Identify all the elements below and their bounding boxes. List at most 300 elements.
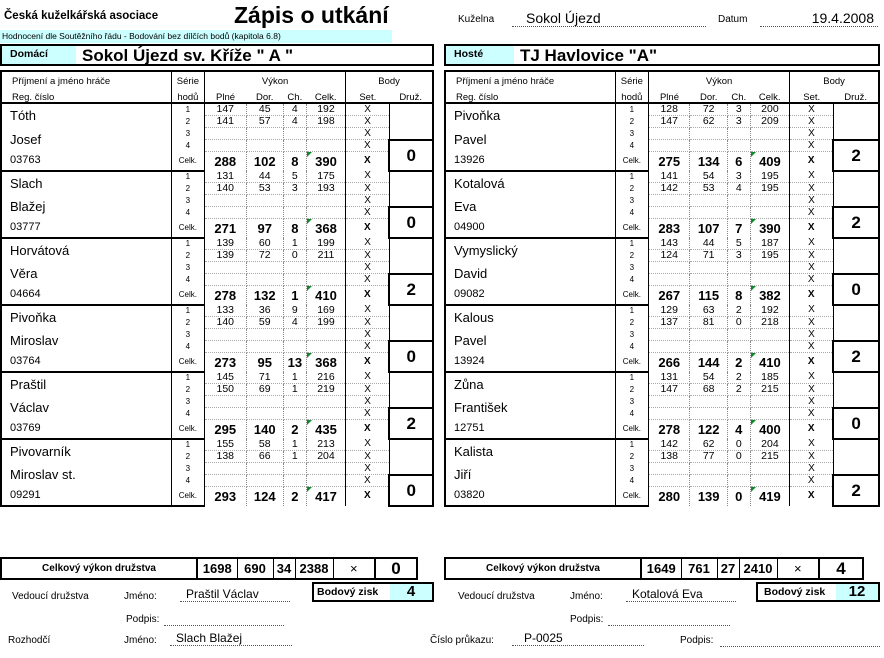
series-value [283, 262, 306, 274]
series-value [727, 341, 750, 353]
player-reg-number: 03769 [1, 420, 171, 439]
points-spacer [833, 238, 879, 250]
player-points: 2 [833, 207, 879, 238]
series-value: 124 [648, 250, 690, 262]
guest-leader-name: Kotalová Eva [626, 587, 736, 602]
set-mark: X [790, 238, 834, 250]
series-value: 193 [306, 183, 345, 195]
player-points: 0 [389, 341, 433, 372]
home-points-box [312, 582, 434, 602]
performance-header: Výkon [648, 71, 789, 86]
player-total-value: 419 [750, 487, 789, 506]
player-reg-number: 13924 [445, 353, 615, 372]
date-label: Datum [718, 14, 748, 25]
set-mark: X [790, 305, 834, 317]
series-value: 142 [648, 183, 690, 195]
player-name-header: Příjmení a jméno hráče [1, 71, 171, 86]
set-mark: X [346, 140, 390, 152]
series-value: 138 [205, 451, 247, 463]
series-value: 209 [750, 116, 789, 128]
celk-header: Celk. [750, 86, 789, 103]
home-team-total-table [0, 557, 418, 580]
player-total-value: 107 [690, 219, 727, 238]
set-mark: X [346, 128, 390, 140]
player-points: 2 [833, 140, 879, 171]
series-value: 219 [306, 384, 345, 396]
set-mark: X [363, 490, 371, 502]
series-value: 9 [283, 305, 306, 317]
points-spacer [389, 305, 433, 317]
player-points: 2 [833, 341, 879, 372]
player-first-name: Věra [1, 262, 171, 286]
home-team-bar [0, 44, 434, 66]
series-value [690, 341, 727, 353]
set-mark: X [807, 356, 815, 368]
points-spacer [389, 317, 433, 329]
set-mark: X [346, 451, 390, 463]
performance-header: Výkon [205, 71, 346, 86]
series-number: 4 [171, 207, 204, 219]
series-value [306, 396, 345, 408]
set-mark: X [346, 116, 390, 128]
player-surname: Pivoňka [445, 103, 615, 128]
series-value [727, 475, 750, 487]
set-mark: X [346, 274, 390, 286]
series-value: 59 [246, 317, 283, 329]
points-spacer [389, 329, 433, 341]
series-number: 1 [171, 439, 204, 451]
player-surname: Kalista [445, 439, 615, 463]
points-spacer [389, 250, 433, 262]
series-number: Celk. [171, 353, 204, 372]
series-value [306, 262, 345, 274]
series-value: 131 [648, 372, 690, 384]
series-value: 1 [283, 372, 306, 384]
series-value [690, 475, 727, 487]
set-mark: X [346, 171, 390, 183]
player-total-value: 273 [205, 353, 247, 372]
series-value [246, 396, 283, 408]
series-value [648, 274, 690, 286]
points-spacer [389, 116, 433, 128]
series-value: 1 [283, 238, 306, 250]
reg-header: Reg. číslo [1, 86, 171, 103]
series-number: 4 [171, 341, 204, 353]
points-spacer [833, 329, 879, 341]
player-total-value: 435 [306, 420, 345, 439]
player-total-value: 7 [727, 219, 750, 238]
series-number: 1 [615, 238, 648, 250]
set-mark: X [790, 396, 834, 408]
series-number: 2 [171, 451, 204, 463]
points-spacer [833, 439, 879, 451]
series-value [306, 329, 345, 341]
series-value [283, 274, 306, 286]
series-value: 215 [750, 384, 789, 396]
player-total-value: 382 [750, 286, 789, 305]
series-value [283, 408, 306, 420]
player-total-value: 102 [246, 152, 283, 171]
player-total-value: 8 [283, 219, 306, 238]
team-points: 4 [819, 558, 863, 579]
series-value: 36 [246, 305, 283, 317]
set-mark: X [346, 103, 390, 116]
series-value [246, 140, 283, 152]
series-value [727, 207, 750, 219]
points-header: Body [790, 71, 879, 86]
series-value: 62 [690, 439, 727, 451]
player-first-name: Miroslav [1, 329, 171, 353]
set-mark: X [346, 195, 390, 207]
series-value: 4 [727, 183, 750, 195]
series-value [246, 463, 283, 475]
series-number: 2 [171, 317, 204, 329]
series-value: 3 [283, 183, 306, 195]
points-spacer [833, 183, 879, 195]
points-spacer [833, 305, 879, 317]
player-surname: Horvátová [1, 238, 171, 262]
player-total-value: 140 [246, 420, 283, 439]
page-title: Zápis o utkání [234, 2, 389, 28]
player-total-value: 134 [690, 152, 727, 171]
home-team-name: Sokol Újezd sv. Kříže " A " [82, 46, 294, 65]
set-mark: X [346, 305, 390, 317]
series-value [306, 140, 345, 152]
series-value: 68 [690, 384, 727, 396]
series-value [727, 396, 750, 408]
player-reg-number: 03763 [1, 152, 171, 171]
points-spacer [833, 372, 879, 384]
series-value: 58 [246, 439, 283, 451]
series-value [750, 463, 789, 475]
team-set-mark: × [777, 558, 819, 579]
series-number: Celk. [171, 487, 204, 506]
series-value: 1 [283, 451, 306, 463]
series-number: 2 [615, 384, 648, 396]
series-number: 4 [615, 140, 648, 152]
series-number: 4 [615, 207, 648, 219]
series-value [246, 262, 283, 274]
series-value [283, 475, 306, 487]
guest-label: Hosté [446, 46, 514, 64]
team-total-value: 1698 [197, 558, 237, 579]
series-number: 1 [615, 372, 648, 384]
series-value [750, 475, 789, 487]
series-value: 138 [648, 451, 690, 463]
series-value [205, 207, 247, 219]
series-number: 4 [615, 408, 648, 420]
series-value [648, 463, 690, 475]
series-value: 54 [690, 372, 727, 384]
home-leader-label: Vedoucí družstva [12, 591, 89, 602]
player-total-value: 293 [205, 487, 247, 506]
player-total-value: 115 [690, 286, 727, 305]
player-points: 2 [389, 408, 433, 439]
player-total-value: 400 [750, 420, 789, 439]
set-mark: X [363, 222, 371, 234]
home-signature-line [164, 625, 284, 626]
set-mark: X [346, 262, 390, 274]
serie-header: Série [615, 71, 648, 86]
series-value: 141 [648, 171, 690, 183]
series-number: 2 [615, 183, 648, 195]
series-value: 0 [283, 250, 306, 262]
series-value [205, 341, 247, 353]
series-value [306, 475, 345, 487]
series-value [246, 475, 283, 487]
team-total-value: 34 [273, 558, 295, 579]
player-reg-number: 09082 [445, 286, 615, 305]
series-value [648, 207, 690, 219]
series-number: 2 [615, 250, 648, 262]
points-spacer [833, 463, 879, 475]
set-mark: X [346, 317, 390, 329]
series-value [690, 262, 727, 274]
set-mark: X [363, 356, 371, 368]
set-mark: X [346, 341, 390, 353]
home-label: Domácí [2, 46, 76, 64]
series-value: 145 [205, 372, 247, 384]
series-number: 2 [615, 451, 648, 463]
series-value [727, 463, 750, 475]
points-spacer [833, 317, 879, 329]
player-reg-number: 09291 [1, 487, 171, 506]
series-value: 53 [690, 183, 727, 195]
series-value [690, 329, 727, 341]
points-spacer [389, 103, 433, 116]
series-value: 72 [246, 250, 283, 262]
player-first-name: Jiří [445, 463, 615, 487]
player-total-value: 410 [306, 286, 345, 305]
points-spacer [389, 262, 433, 274]
series-number: Celk. [615, 286, 648, 305]
series-value: 213 [306, 439, 345, 451]
series-value: 3 [727, 116, 750, 128]
series-value [648, 140, 690, 152]
scoring-note: Hodnocení dle Soutěžního řádu - Bodování bez dílčích bodů (kapitola 6.8) [0, 30, 392, 43]
points-spacer [389, 195, 433, 207]
series-value: 5 [283, 171, 306, 183]
guest-points-value: 12 [836, 584, 878, 600]
set-mark: X [790, 408, 834, 420]
series-value: 72 [690, 103, 727, 116]
serie-header: Série [171, 71, 204, 86]
series-value: 5 [727, 238, 750, 250]
series-value [306, 463, 345, 475]
series-value [283, 140, 306, 152]
series-value [690, 408, 727, 420]
series-number: Celk. [615, 152, 648, 171]
series-number: 3 [615, 396, 648, 408]
team-total-label: Celkový výkon družstva [1, 558, 197, 579]
referee-name: Slach Blažej [170, 631, 292, 646]
guest-team-bar [444, 44, 880, 66]
series-value [648, 262, 690, 274]
card-number-label: Číslo průkazu: [430, 635, 494, 646]
set-mark: X [790, 463, 834, 475]
player-total-value: 295 [205, 420, 247, 439]
series-value: 139 [205, 238, 247, 250]
series-value: 4 [283, 317, 306, 329]
series-number: 1 [171, 238, 204, 250]
player-total-value: 139 [690, 487, 727, 506]
player-surname: Vymyslický [445, 238, 615, 262]
series-value [750, 341, 789, 353]
series-number: Celk. [171, 420, 204, 439]
series-value [306, 408, 345, 420]
player-points: 0 [389, 140, 433, 171]
series-value: 81 [690, 317, 727, 329]
series-value: 215 [750, 451, 789, 463]
ch-header: Ch. [283, 86, 306, 103]
series-value: 57 [246, 116, 283, 128]
points-spacer [833, 250, 879, 262]
series-value: 69 [246, 384, 283, 396]
series-number: Celk. [171, 152, 204, 171]
series-value [246, 274, 283, 286]
series-value: 147 [205, 103, 247, 116]
series-number: 3 [615, 463, 648, 475]
series-number: 4 [171, 475, 204, 487]
guest-points-box [756, 582, 880, 602]
series-value: 142 [648, 439, 690, 451]
series-number: Celk. [171, 219, 204, 238]
series-value [283, 341, 306, 353]
player-points: 0 [389, 207, 433, 238]
series-value [306, 341, 345, 353]
player-total-value: 275 [648, 152, 690, 171]
series-number: 1 [615, 439, 648, 451]
series-value [246, 128, 283, 140]
referee-name-label: Jméno: [124, 635, 157, 646]
series-value [205, 128, 247, 140]
series-value [205, 475, 247, 487]
set-mark: X [790, 207, 834, 219]
series-value [727, 128, 750, 140]
player-first-name: Miroslav st. [1, 463, 171, 487]
series-number: 2 [171, 384, 204, 396]
series-value [750, 408, 789, 420]
series-value: 131 [205, 171, 247, 183]
series-value: 3 [727, 171, 750, 183]
guest-signature-line [608, 625, 730, 626]
series-value: 204 [750, 439, 789, 451]
series-number: 2 [171, 116, 204, 128]
set-mark: X [790, 103, 834, 116]
player-first-name: Josef [1, 128, 171, 152]
set-mark: X [790, 317, 834, 329]
set-mark: X [790, 171, 834, 183]
series-value: 169 [306, 305, 345, 317]
series-value [246, 195, 283, 207]
points-spacer [833, 128, 879, 140]
series-value: 62 [690, 116, 727, 128]
series-number: 1 [171, 171, 204, 183]
series-value: 60 [246, 238, 283, 250]
points-spacer [389, 238, 433, 250]
series-value: 195 [750, 171, 789, 183]
player-first-name: Václav [1, 396, 171, 420]
player-total-value: 124 [246, 487, 283, 506]
series-value: 54 [690, 171, 727, 183]
player-total-value: 288 [205, 152, 247, 171]
referee-signature-line [720, 646, 880, 647]
series-value [306, 207, 345, 219]
ch-header: Ch. [727, 86, 750, 103]
referee-signature-label: Podpis: [680, 635, 714, 646]
set-mark: X [346, 329, 390, 341]
series-value [283, 128, 306, 140]
guest-points-label: Bodový zisk [764, 586, 826, 598]
series-value [690, 195, 727, 207]
series-value [283, 195, 306, 207]
set-mark: X [346, 207, 390, 219]
player-first-name: Pavel [445, 128, 615, 152]
series-value: 44 [246, 171, 283, 183]
set-mark: X [346, 475, 390, 487]
player-total-value: 4 [727, 420, 750, 439]
series-value [727, 274, 750, 286]
series-number: Celk. [615, 353, 648, 372]
series-value: 4 [283, 103, 306, 116]
set-mark: X [807, 155, 815, 167]
series-value [205, 329, 247, 341]
series-value: 199 [306, 317, 345, 329]
series-value: 1 [283, 384, 306, 396]
player-surname: Kalous [445, 305, 615, 329]
series-value: 204 [306, 451, 345, 463]
series-number: Celk. [615, 420, 648, 439]
home-points-label: Bodový zisk [317, 586, 379, 598]
player-reg-number: 04664 [1, 286, 171, 305]
series-number: 4 [171, 274, 204, 286]
card-number: P-0025 [512, 631, 644, 646]
points-spacer [389, 128, 433, 140]
set-mark: X [363, 289, 371, 301]
set-mark: X [807, 423, 815, 435]
series-value [690, 140, 727, 152]
series-value: 175 [306, 171, 345, 183]
series-number: 1 [171, 372, 204, 384]
set-header: Set. [790, 86, 834, 103]
series-value [750, 396, 789, 408]
set-mark: X [790, 274, 834, 286]
set-mark: X [346, 250, 390, 262]
series-number: Celk. [171, 286, 204, 305]
player-points: 2 [389, 274, 433, 305]
player-surname: Praštil [1, 372, 171, 396]
series-value: 143 [648, 238, 690, 250]
series-value: 3 [727, 103, 750, 116]
hodu-header: hodů [615, 86, 648, 103]
series-value [246, 329, 283, 341]
series-value [727, 140, 750, 152]
player-total-value: 278 [648, 420, 690, 439]
set-mark: X [363, 155, 371, 167]
player-total-value: 95 [246, 353, 283, 372]
date-value: 19.4.2008 [760, 10, 878, 27]
celk-header: Celk. [306, 86, 345, 103]
set-mark: X [790, 195, 834, 207]
player-points: 0 [833, 274, 879, 305]
series-number: 2 [171, 183, 204, 195]
series-value: 3 [727, 250, 750, 262]
player-surname: Pivovarník [1, 439, 171, 463]
set-mark: X [807, 222, 815, 234]
team-set-mark: × [333, 558, 375, 579]
series-value: 0 [727, 439, 750, 451]
organization-name: Česká kuželkářská asociace [4, 10, 159, 22]
